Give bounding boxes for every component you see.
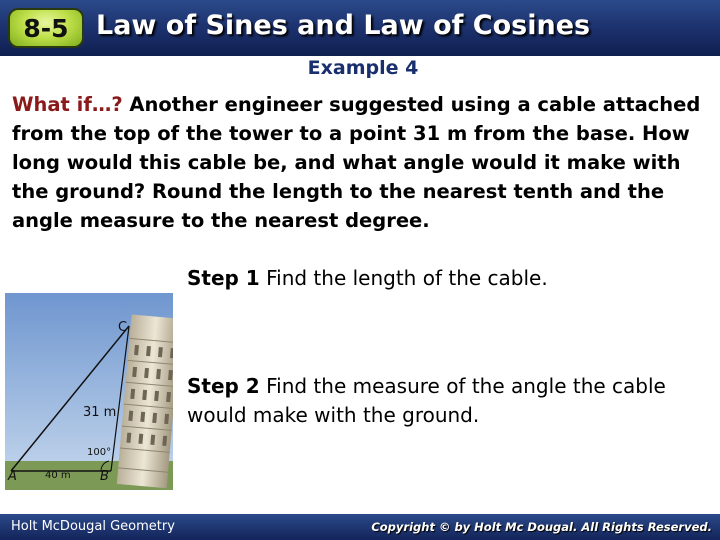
vertex-c-label: C — [118, 320, 128, 335]
step-1-text: Find the length of the cable. — [259, 266, 548, 290]
side-31m-label: 31 m — [83, 405, 117, 420]
lesson-title: Law of Sines and Law of Cosines — [96, 10, 591, 41]
question-body: Another engineer suggested using a cable attached from the top of the tower to a point 31 m from the base. How long would this cable be, and what angle would it make with the ground? Round the length to the nearest tenth and the angle measure to the nearest degree. — [12, 93, 701, 232]
question-text — [12, 90, 712, 235]
lesson-number: 8-5 — [23, 13, 69, 43]
footer-copyright: Copyright © by Holt Mc Dougal. All Rights Reserved. — [371, 520, 712, 534]
title-bar — [0, 0, 720, 56]
step-2-text: Find the measure of the angle the cable would make with the ground. — [187, 374, 666, 427]
tower-diagram — [5, 293, 173, 490]
angle-100-label: 100° — [87, 447, 112, 458]
example-label: Example 4 — [307, 57, 419, 79]
lesson-badge — [8, 8, 84, 48]
step-2-label: Step 2 — [187, 374, 260, 398]
vertex-a-label: A — [8, 469, 17, 484]
footer-course: Holt McDougal Geometry — [11, 519, 175, 534]
step-1-label: Step 1 — [187, 266, 260, 290]
base-40m-label: 40 m — [45, 470, 71, 481]
what-if-lead: What if…? — [12, 93, 123, 116]
tower-photo — [5, 293, 173, 490]
footer-bar — [0, 514, 720, 540]
step-1 — [187, 266, 548, 290]
step-2 — [187, 372, 707, 430]
vertex-b-label: B — [100, 469, 109, 484]
